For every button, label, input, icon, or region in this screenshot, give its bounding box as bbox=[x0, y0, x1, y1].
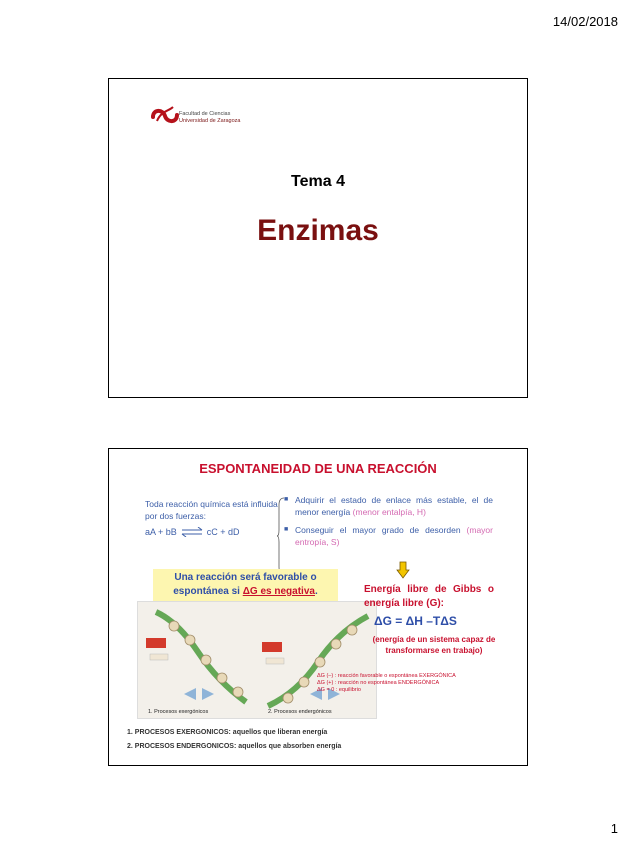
bullet2-text: Conseguir el mayor grado de desorden bbox=[295, 525, 461, 535]
slide-subtitle: Tema 4 bbox=[291, 173, 345, 190]
arrow-down-icon bbox=[396, 561, 410, 579]
figure-caption-exergonic: 1. Procesos exergónicos bbox=[148, 709, 209, 715]
slide-title bbox=[108, 78, 528, 398]
favorable-highlight: ΔG es negativa bbox=[242, 586, 315, 597]
logo-text bbox=[179, 111, 240, 125]
logo-emblem-icon bbox=[151, 105, 179, 127]
reaction-equation bbox=[145, 527, 240, 537]
conditions-list bbox=[317, 673, 456, 694]
figure-caption-endergonic: 2. Procesos endergónicos bbox=[268, 709, 332, 715]
gibbs-title: Energía libre de Gibbs o energía libre (G): bbox=[364, 584, 494, 609]
list-item: ΔG (+) : reacción no espontánea ENDERGÓNICA bbox=[317, 680, 440, 686]
equilibrium-arrows-icon bbox=[181, 527, 203, 537]
equation-reactants: aA + bB bbox=[145, 527, 177, 537]
logo-line2: Universidad de Zaragoza bbox=[179, 118, 241, 124]
bullet-icon: ■ bbox=[284, 496, 289, 503]
gibbs-equation: ΔG = ΔH –TΔS bbox=[374, 614, 457, 628]
slide2-title: ESPONTANEIDAD DE UNA REACCIÓN bbox=[199, 461, 437, 476]
process-endergonic: 2. PROCESOS ENDERGONICOS: aquellos que absorben energía bbox=[127, 743, 342, 750]
energy-diagram-figure bbox=[137, 601, 377, 719]
bullet2-note: (mayor entropía, S) bbox=[295, 525, 493, 547]
energy-diagram-image bbox=[138, 602, 378, 720]
logo-line1: Facultad de Ciencias bbox=[179, 111, 231, 117]
list-item: ΔG (–) : reacción favorable o espontánea EXERGÓNICA bbox=[317, 673, 456, 679]
bullet-icon: ■ bbox=[284, 526, 289, 533]
university-logo bbox=[151, 103, 271, 133]
process-exergonic: 1. PROCESOS EXERGONICOS: aquellos que liberan energía bbox=[127, 729, 328, 736]
list-item: ΔG = 0 : equilibrio bbox=[317, 687, 361, 693]
list-item bbox=[283, 524, 493, 548]
list-item bbox=[283, 494, 493, 518]
date-label: 14/02/2018 bbox=[552, 14, 618, 29]
bullet1-text: Adquirir el estado de enlace más estable, el de menor energía bbox=[295, 495, 493, 517]
intro-text: Toda reacción química está influida por dos fuerzas: bbox=[145, 499, 278, 521]
favorable-text: Una reacción será favorable o espontánea si bbox=[173, 572, 317, 597]
page-number: 1 bbox=[610, 821, 618, 836]
favorable-end: . bbox=[314, 586, 318, 597]
forces-list bbox=[283, 494, 493, 554]
bullet1-note: (menor entalpía, H) bbox=[352, 507, 426, 517]
gibbs-note: (energía de un sistema capaz de transformarse en trabajo) bbox=[372, 635, 496, 655]
favorable-callout bbox=[153, 569, 338, 601]
slide-title-text: Enzimas bbox=[257, 214, 379, 247]
slide-spontaneity bbox=[108, 448, 528, 766]
equation-products: cC + dD bbox=[206, 527, 240, 537]
